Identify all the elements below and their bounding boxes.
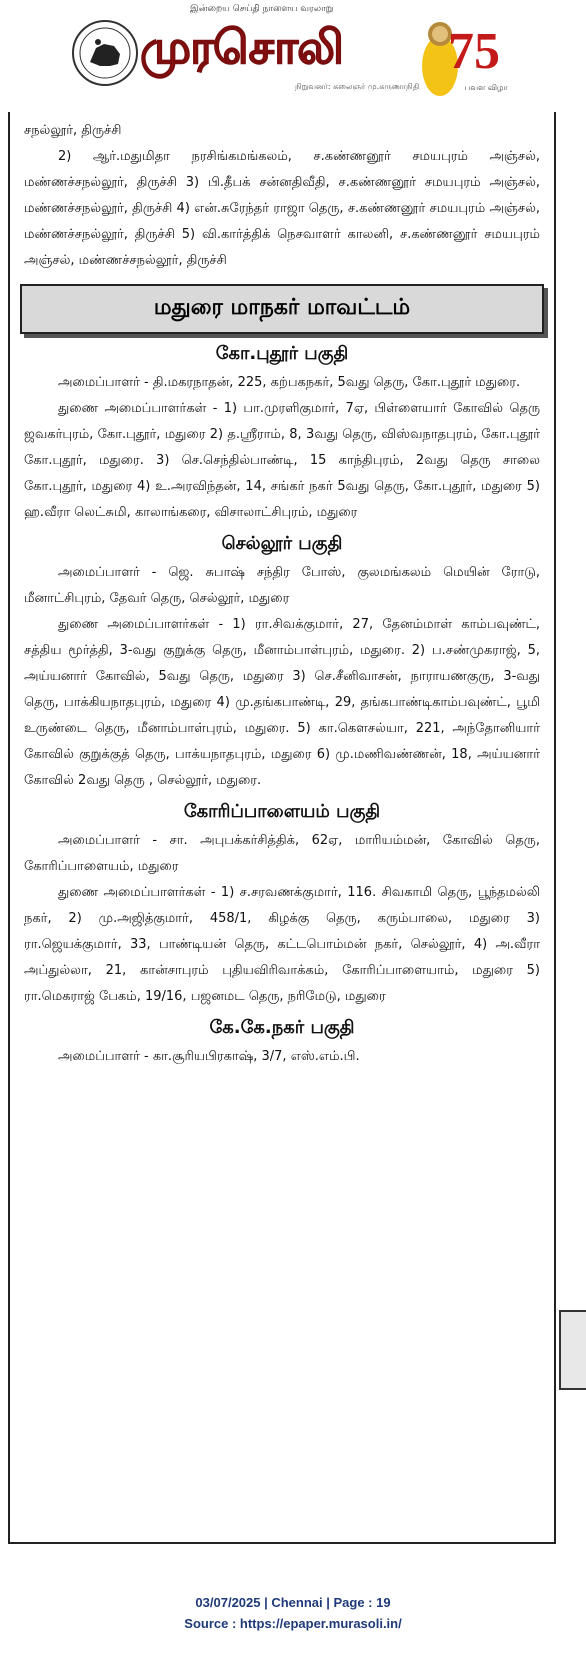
- section-paragraph: துணை அமைப்பாளர்கள் - 1) பா.முரளிகுமார், 7ஏ, பிள்ளையார் கோவில் தெரு ஜவகர்புரம், கோ.புதூர், மதுரை 2) த.ஸ்ரீராம், 8, 3வது தெரு, விஸ்வநாதபுரம், கோ.புதூர் கோ.புதூர், மதுரை. 3) செ.செந்தில்பாண்டி, 15 காந்திபுரம், 2வது தெரு சாலை கோ.புதூர், மதுரை 4) உ.அரவிந்தன், 14, சங்கர் நகர் 5வது தெரு, கோ.புதூர், மதுரை 5) ஹ.வீரா லெட்சுமி, காலாங்கரை, விசாலாட்சிபுரம், மதுரை: [24, 401, 540, 520]
- section-title-goripalayam: கோரிப்பாளையம் பகுதி: [183, 801, 381, 822]
- anniversary-badge-icon: [412, 6, 512, 104]
- section-title-ko-puthur: கோ.புதூர் பகுதி: [215, 343, 349, 364]
- section-paragraph: அமைப்பாளர் - சா. அபுபக்கர்சித்திக், 62ஏ, மாரியம்மன், கோவில் தெரு, கோரிப்பாளையம், மதுரை: [24, 833, 540, 874]
- party-emblem-icon: [70, 18, 140, 88]
- article-column: [8, 112, 556, 1544]
- page-footer: [0, 1592, 586, 1634]
- footer-date-line: 03/07/2025 | Chennai | Page : 19: [195, 1595, 391, 1610]
- section-title-sellur: செல்லூர் பகுதி: [221, 533, 343, 554]
- district-heading: மதுரை மாநகர் மாவட்டம்: [20, 284, 544, 334]
- section-paragraph: அமைப்பாளர் - ஜெ. சுபாஷ் சந்திர போஸ், குலமங்கலம் மெயின் ரோடு, மீனாட்சிபுரம், தேவர் தெரு, செல்லூர், மதுரை: [24, 565, 540, 606]
- newspaper-logo: முரசொலி: [140, 20, 343, 74]
- adjacent-box-edge: [559, 1310, 586, 1390]
- intro-line-1: சநல்லூர், திருச்சி: [24, 123, 122, 138]
- article-body: [10, 112, 554, 1070]
- section-title-kk-nagar: கே.கே.நகர் பகுதி: [209, 1017, 355, 1038]
- logo-subtitle: நிறுவனர்: கலைஞர் மு.கருணாநிதி: [295, 82, 420, 91]
- anniversary-subtitle: பவள விழா: [464, 83, 508, 92]
- section-paragraph: துணை அமைப்பாளர்கள் - 1) ரா.சிவக்குமார், 27, தேனம்மாள் காம்பவுண்ட், சத்திய மூர்த்தி, 3-வது குறுக்கு தெரு, மீனாம்பாள்புரம், மதுரை. 2) ப.சண்முகராஜ், 5, அய்யனார் கோவில், 5வது தெரு, மதுரை 3) செ.சீனிவாசன், நாராயணகுரு, 3-வது தெரு, பாக்கியநாதபுரம், மதுரை 4) மு.தங்கபாண்டி, 29, தங்கபாண்டிகாம்பவுண்ட், பூமி உருண்டை தெரு, மீனாம்பாள்புரம், மதுரை. 5) கா.கௌசல்யா, 221, அந்தோனியார் கோவில் குறுக்குத் தெரு, பாக்யநாதபுரம், மதுரை 6) மு.மணிவண்ணன், 18, அய்யனார் கோவில் 2வது தெரு , செல்லூர், மதுரை.: [24, 617, 540, 788]
- anniversary-number: 75: [448, 23, 500, 80]
- section-paragraph: அமைப்பாளர் - தி.மகரநாதன், 225, கற்பகநகர், 5வது தெரு, கோ.புதூர் மதுரை.: [58, 375, 521, 390]
- section-paragraph: அமைப்பாளர் - கா.சூரியபிரகாஷ், 3/7, எஸ்.எம்.பி.: [58, 1049, 360, 1064]
- intro-paragraph-2: 2) ஆர்.மதுமிதா நரசிங்கமங்கலம், ச.கண்ணனூர் சமயபுரம் அஞ்சல், மண்ணச்சநல்லூர், திருச்சி 3) பி.தீபக் சன்னதிவீதி, ச.கண்ணனூர் சமயபுரம் அஞ்சல், மண்ணச்சநல்லூர், திருச்சி 4) என்.சுரேந்தர் ராஜா தெரு, ச.கண்ணனூர் சமயபுரம் அஞ்சல், மண்ணச்சநல்லூர், திருச்சி 5) வி.கார்த்திக் நெசவாளர் காலனி, ச.கண்ணனூர் சமயபுரம் அஞ்சல், மண்ணச்சநல்லூர், திருச்சி: [24, 149, 540, 268]
- masthead: [0, 0, 586, 112]
- masthead-tagline: இன்றைய செய்தி நாளைய வரலாறு: [190, 4, 334, 14]
- footer-source-line[interactable]: Source : https://epaper.murasoli.in/: [184, 1616, 402, 1631]
- section-paragraph: துணை அமைப்பாளர்கள் - 1) ச.சரவணக்குமார், 116. சிவகாமி தெரு, பூந்தமல்லி நகர், 2) மு.அஜித்குமார், 458/1, கிழக்கு தெரு, கரும்பாலை, மதுரை 3) ரா.ஜெயக்குமார், 33, பாண்டியன் தெரு, கட்டபொம்மன் நகர், செல்லூர், 4) அ.வீரா அப்துல்லா, 21, கான்சாபுரம் புதியவிரிவாக்கம், கோரிப்பாளையாம், மதுரை 5) ரா.மெகராஜ் பேகம், 19/16, பஜனமட தெரு, நரிமேடு, மதுரை: [24, 885, 540, 1004]
- adjacent-column-edge: [556, 112, 586, 1544]
